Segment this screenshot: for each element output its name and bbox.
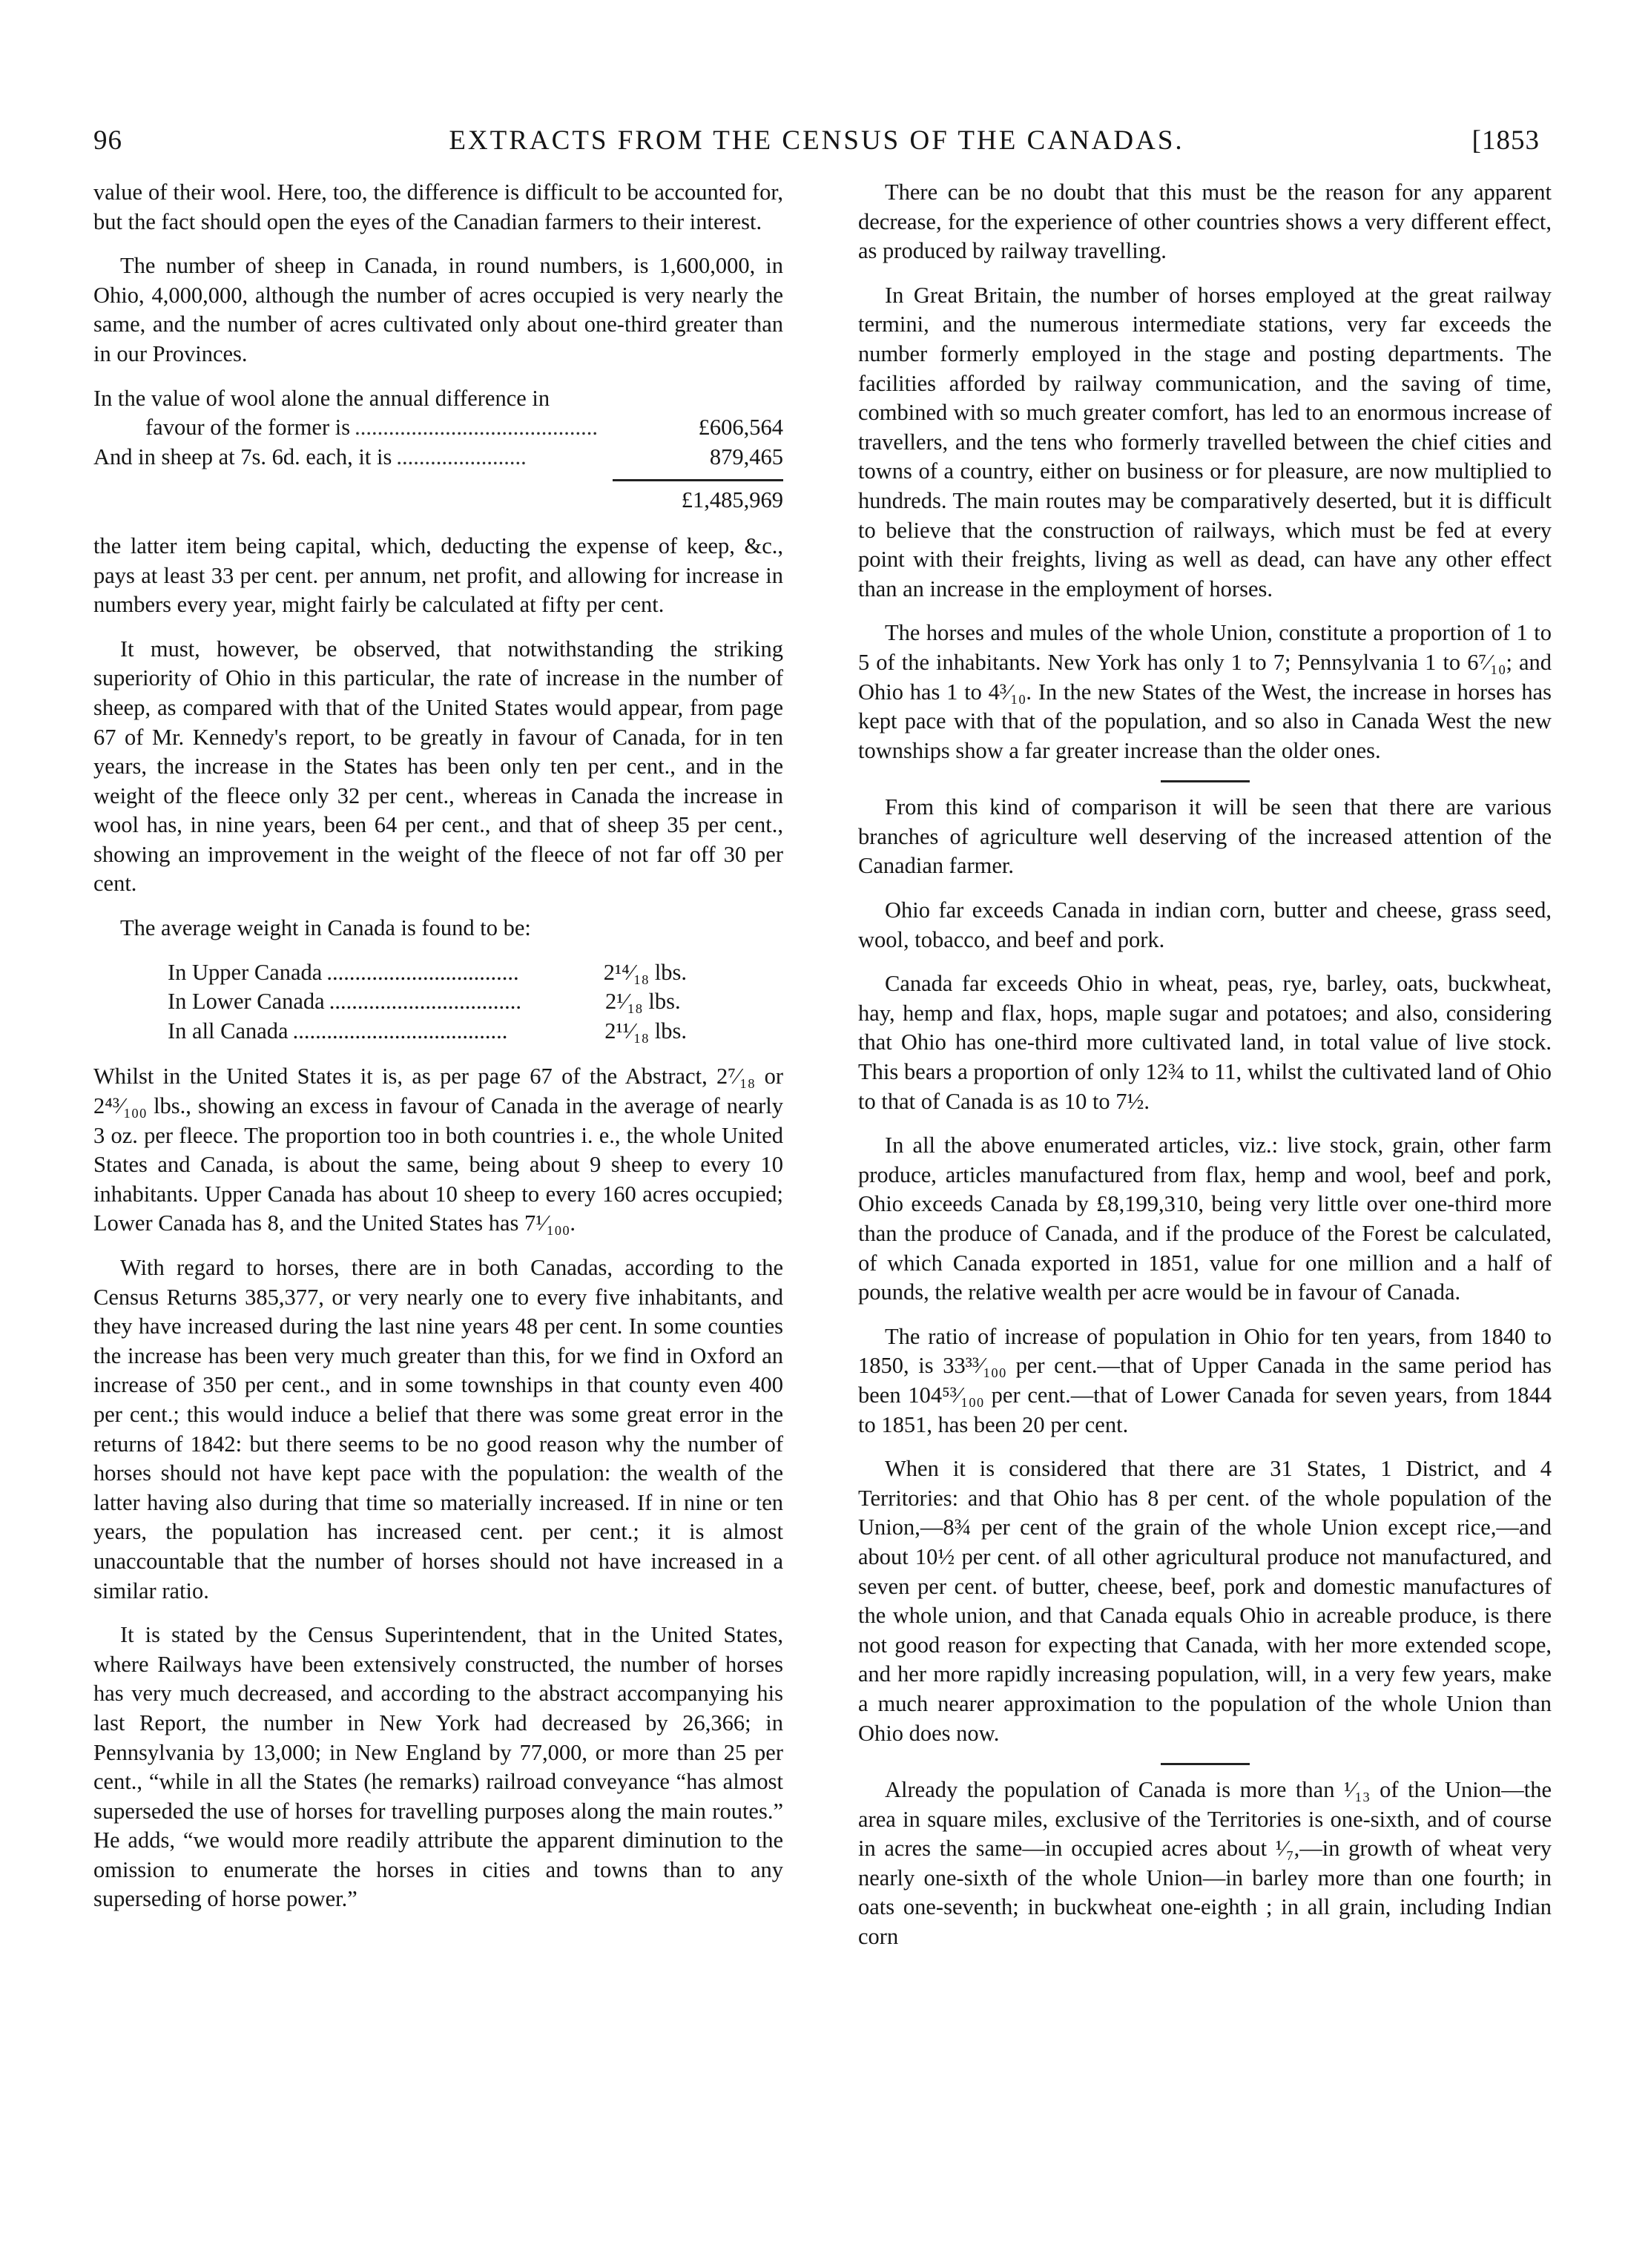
paragraph: From this kind of comparison it will be seen that there are various branches of agriculture well deserving of the increased attention of the Canadian farmer. bbox=[858, 794, 1552, 879]
paragraph: With regard to horses, there are in both Canadas, according to the Census Returns 385,377, or very nearly one to every five inhabitants, and they have increased during the last nine years 48 per cent. In some counties the increase has been very much greater than this, for we find in Oxford an increase of 350 per cent., and in some townships in that county even 400 per cent.; this would induce a belief that there was some great error in the returns of 1842: but there seems to be no good reason why the number of horses should not have kept pace with the population: the wealth of the latter having also during that time so materially increased. If in nine or ten years, the population has increased cent. per cent.; it is almost unaccountable that the number of horses should not have increased in a similar ratio. bbox=[93, 1255, 783, 1603]
average-label: In Upper Canada bbox=[168, 959, 323, 985]
paragraph: Ohio far exceeds Canada in indian corn, butter and cheese, grass seed, wool, tobacco, and beef and pork. bbox=[858, 897, 1552, 952]
paragraph: the latter item being capital, which, deducting the expense of keep, &c., pays at least 33 per cent. per annum, net profit, and allowing for increase in numbers every year, might fairly be calculated at fifty per cent. bbox=[93, 533, 783, 618]
average-amount: 2¹⁄₁₈ lbs. bbox=[605, 989, 681, 1015]
page-title: EXTRACTS FROM THE CENSUS OF THE CANADAS. bbox=[449, 125, 1184, 156]
average-label: In all Canada bbox=[168, 1018, 289, 1044]
ledger-label: favour of the former is bbox=[145, 415, 351, 441]
paragraph: Already the population of Canada is more than ¹⁄₁₃ of the Union—the area in square miles, exclusive of the Territories is one-sixth, and of course in acres the same—in occupied acres about ¹⁄₇,—in growth of wheat very nearly one-sixth of the whole Union—in barley more than one fourth; in oats one-seventh; in buckwheat one-eighth ; in all grain, including Indian corn bbox=[858, 1777, 1552, 1950]
ledger-intro-row bbox=[93, 384, 783, 414]
paragraph: There can be no doubt that this must be the reason for any apparent decrease, for the experience of other countries shows a very different effect, as produced by railway travelling. bbox=[858, 179, 1552, 264]
leader-dots: ....................... bbox=[396, 444, 527, 469]
paragraph: In Great Britain, the number of horses employed at the great railway termini, and the numerous intermediate stations, very far exceeds the number formerly employed in the stage and posting departments. The facilities afforded by railway communication, and the saving of time, combined with so much greater comfort, has led to an enormous increase of travellers, and the tens who formerly travelled between the chief cities and towns of a country, either on business or for pleasure, are now multiplied to hundreds. The main routes may be comparatively deserted, but it is difficult to believe that the construction of railways, which must be fed at every point with their freights, living as well as dead, can have any other effect than an increase in the employment of horses. bbox=[858, 282, 1552, 601]
section-rule bbox=[1161, 780, 1250, 782]
ledger-label: And in sheep at 7s. 6d. each, it is bbox=[93, 444, 392, 469]
paragraph: When it is considered that there are 31 States, 1 District, and 4 Territories: and that Ohio has 8 per cent. of the whole population of the Union,—8¾ per cent of the grain of the whole Union except rice,—and about 10½ per cent. of all other agricultural produce not manufactured, and seven per cent. of butter, cheese, beef, pork and domestic manufactures of the whole union, and that Canada equals Ohio in acreable produce, is there not good reason for expecting that Canada, with her more extended scope, and her more rapidly increasing population, will, in a very few years, make a much nearer approximation to the population of the whole Union than Ohio does now. bbox=[858, 1456, 1552, 1746]
header-year: [1853 bbox=[1471, 125, 1540, 156]
ledger-amount: 879,465 bbox=[709, 444, 783, 469]
ledger-total: £1,485,969 bbox=[613, 479, 783, 515]
wool-sheep-ledger bbox=[93, 384, 783, 515]
average-amount: 2¹¹⁄₁₈ lbs. bbox=[604, 1018, 687, 1044]
paragraph: The ratio of increase of population in Ohio for ten years, from 1840 to 1850, is 33³³⁄₁₀₀ per cent.—that of Upper Canada in the same period has been 104⁵³⁄₁₀₀ per cent.—that of Lower Canada for seven years, from 1844 to 1851, has been 20 per cent. bbox=[858, 1323, 1552, 1437]
leader-dots: .................................. bbox=[326, 959, 519, 985]
paragraph: It is stated by the Census Superintendent, that in the United States, where Railways have been extensively constructed, the number of horses has very much decreased, and according to the abstract accompanying his last Report, the number in New York had decreased by 26,366; in Pennsylvania by 13,000; in New England by 77,000, or more than 25 per cent., “while in all the States (he remarks) railroad conveyance “has almost superseded the use of horses for travelling purposes along the main routes.” He adds, “we would more readily attribute the apparent diminution to the omission to enumerate the horses in cities and towns than to any superseding of horse power.” bbox=[93, 1622, 783, 1912]
section-rule bbox=[1161, 1763, 1250, 1765]
leader-dots: ........................................... bbox=[355, 415, 598, 441]
page-number: 96 bbox=[93, 125, 122, 156]
paragraph: The average weight in Canada is found to be: bbox=[120, 915, 531, 941]
leader-dots: .................................. bbox=[329, 989, 521, 1015]
ledger-row bbox=[93, 413, 783, 443]
ledger-intro: In the value of wool alone the annual difference in bbox=[93, 385, 550, 411]
paragraph: Whilst in the United States it is, as per page 67 of the Abstract, 2⁷⁄₁₈ or 2⁴³⁄₁₀₀ lbs., showing an excess in favour of Canada in the average of nearly 3 oz. per fleece. The proportion too in both countries i. e., the whole United States and Canada, is about the same, being about 9 sheep to every 10 inhabitants. Upper Canada has about 10 sheep to every 160 acres occupied; Lower Canada has 8, and the United States has 7¹⁄₁₀₀. bbox=[93, 1064, 783, 1236]
ledger-amount: £606,564 bbox=[698, 415, 783, 441]
paragraph: The number of sheep in Canada, in round numbers, is 1,600,000, in Ohio, 4,000,000, although the number of acres occupied is very nearly the same, and the number of acres cultivated only about one-third greater than in our Provinces. bbox=[93, 253, 783, 366]
paragraph: In all the above enumerated articles, viz.: live stock, grain, other farm produce, articles manufactured from flax, hemp and wool, beef and pork, Ohio exceeds Canada by £8,199,310, being very little over one-third more than the produce of Canada, and if the produce of the Forest be calculated, of which Canada exported in 1851, value for one million and a half of pounds, the relative wealth per acre would be in favour of Canada. bbox=[858, 1133, 1552, 1305]
left-column bbox=[93, 178, 783, 1929]
ledger-row bbox=[93, 443, 783, 472]
running-header bbox=[93, 125, 1540, 169]
leader-dots: ...................................... bbox=[292, 1018, 508, 1044]
paragraph: Canada far exceeds Ohio in wheat, peas, rye, barley, oats, buckwheat, hay, hemp and flax, hops, maple sugar and potatoes; and also, considering that Ohio has one-third more cultivated land, in total value of live stock. This bears a proportion of only 12¾ to 11, whilst the cultivated land of Ohio to that of Canada is as 10 to 7½. bbox=[858, 971, 1552, 1114]
paragraph: It must, however, be observed, that notwithstanding the striking superiority of Ohio in this particular, the rate of increase in the number of sheep, as compared with that of the United States would appear, from page 67 of Mr. Kennedy's report, to be greatly in favour of Canada, for in ten years, the increase in the States has been only ten per cent., and in the weight of the fleece only 32 per cent., whereas in Canada the increase in wool has, in nine years, been 64 per cent., and that of sheep 35 per cent., showing an improvement in the weight of the fleece of not far off 30 per cent. bbox=[93, 636, 783, 897]
paragraph: The horses and mules of the whole Union, constitute a proportion of 1 to 5 of the inhabitants. New York has only 1 to 7; Pennsylvania 1 to 6⁷⁄₁₀; and Ohio has 1 to 4³⁄₁₀. In the new States of the West, the increase in horses has kept pace with that of the population, and so also in Canada West the new townships show a far greater increase than the older ones. bbox=[858, 620, 1552, 763]
average-row bbox=[168, 987, 687, 1017]
paragraph: value of their wool. Here, too, the difference is difficult to be accounted for, but the fact should open the eyes of the Canadian farmers to their interest. bbox=[93, 179, 783, 234]
average-row bbox=[168, 1017, 687, 1046]
average-label: In Lower Canada bbox=[168, 989, 325, 1015]
average-weight-table bbox=[168, 958, 687, 1046]
average-row bbox=[168, 958, 687, 988]
right-column bbox=[858, 178, 1552, 1967]
average-amount: 2¹⁴⁄₁₈ lbs. bbox=[603, 959, 687, 985]
